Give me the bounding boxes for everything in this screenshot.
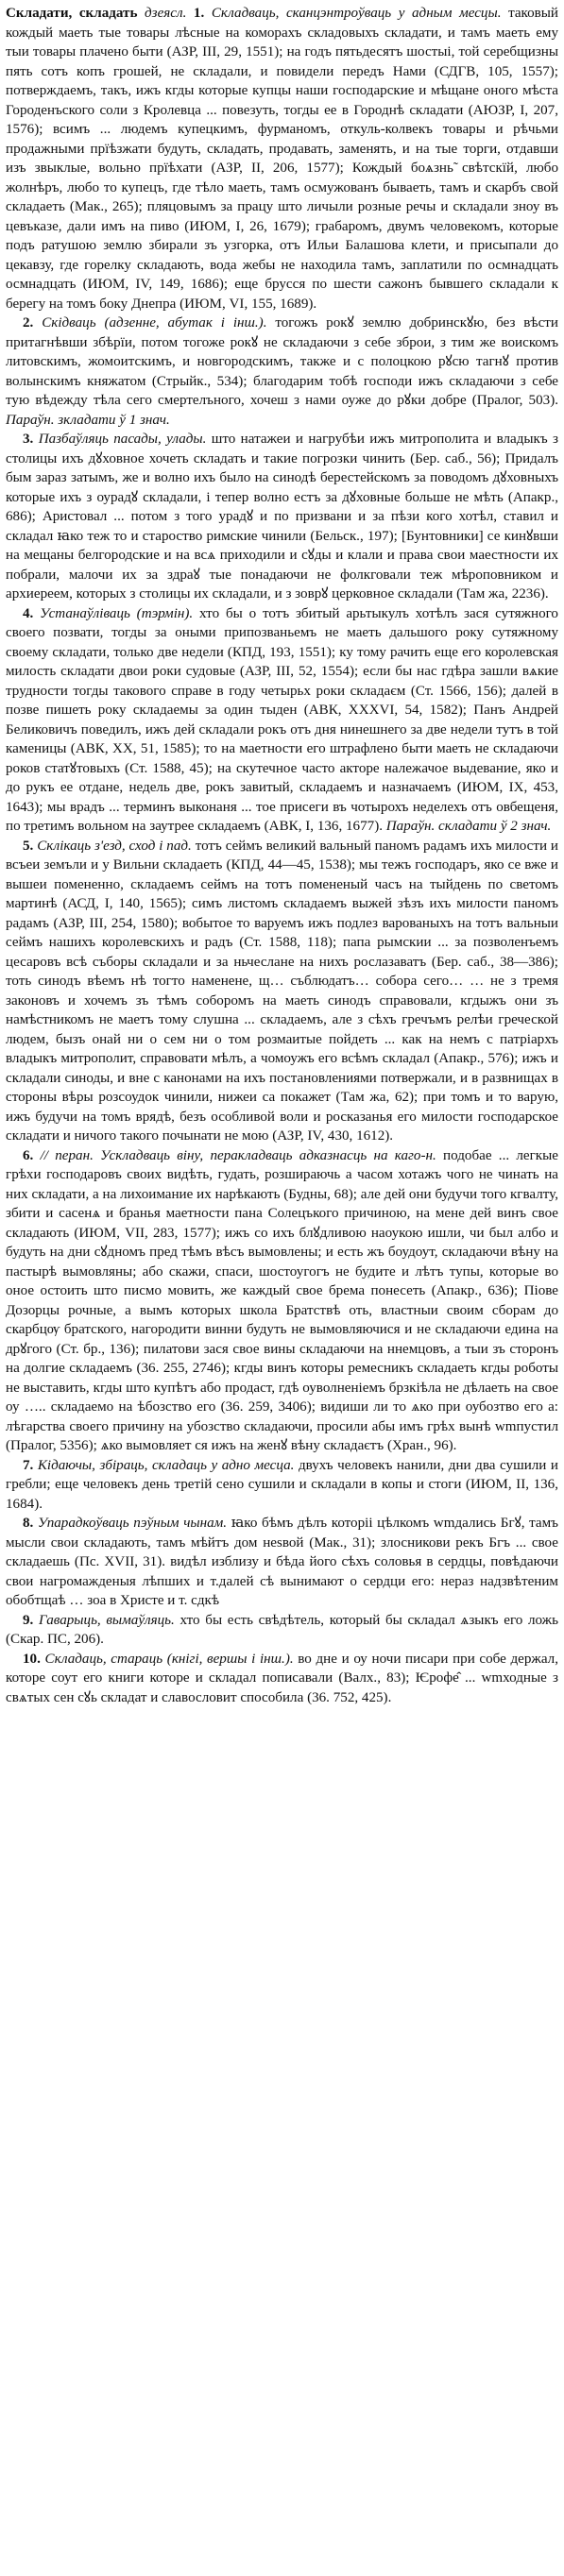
sense-3 bbox=[6, 430, 558, 604]
sense-5 bbox=[6, 837, 558, 1146]
sense-citations: ꙗко бѣмъ дѣлъ котоpii цѣлкомъ wmдались Бгꙋ, тамъ мысли свои складають, тамъ мѣйтъ дом неsвой (Мак., 31); злосникови рекъ Бгъ ... свое складаешь (Пс. XVII, 31). bbox=[6, 1516, 558, 1569]
dictionary-entry bbox=[6, 4, 558, 314]
sense-citations: тотъ сеймъ великий вальный паномъ радамъ ихъ милости и всъеи земъли и у Вильни складаеть (КПД, 44—45, 1538); мы тежъ господаръ, яко се вже и вышеи помененно, складаемъ сеймъ на тотъ помененый часъ на тыйдень по светомъ мартинѣ (АСД, I, 140, 1565); симъ листомъ складаемъ выжей зѣзъ ихъ милости паномъ радамъ (АЗР, III, 254, 1580); вобытое то варуемъ ижъ подлез варованыхъ на тотъ вальныи сеймъ нашихъ королевскихъ и радъ (Ст. 1588, 118); папа рымскии ... за позволенъемъ цесаровъ всѣ съборы складали и за ньчеслане на нихъ рослазаватъ (Бер. саб., 38—386); тоть синодъ вѣемъ нѣ тогто наменене, щ… съблюдатъ… собора сего… … не з тремя законовъ и хочемъ зъ тѣмъ соборомъ на маеть синодъ справовали, кгдыжъ они зъ намѣстникомъ не маетъ тому слушна ... складаемъ, але з сѣхъ гречъмъ релѣи греческой людем, бызъ онай ни о сем ни о том розмаитые пойдеть ... как на немъ с патрiархъ владыкъ митрополит, справовати мѣлъ, а чомоужъ его всѣмъ складал (Апакр., 576); ижъ и складали синоды, и вне с канонами на ихъ постановлениями потвержали, и в развнищах в стороны вѣры розсоудок чинили, нижеи са покажет (Там жа, 62); при томъ и то варую, ижъ будучи на томъ врядѣ, безъ особливой воли и росказанья его милости господарское складати и ничого такого почынати не мою (АЗР, IV, 430, 1612). bbox=[6, 838, 559, 1144]
sense-number: 7. bbox=[23, 1457, 34, 1473]
sense-gloss: Склікаць з'езд, сход і пад. bbox=[37, 838, 192, 854]
sense-gloss: Кідаючы, збіраць, складаць у адно месца. bbox=[37, 1457, 295, 1473]
sense-2 bbox=[6, 314, 558, 430]
sense-number: 2. bbox=[23, 315, 34, 330]
sense-citations: хто бы о тотъ збитый арьтыкулъ хотѣлъ зася сутяжного своего позвати, тогды за оными припозваньемъ не маеть дальшого року сутяжному своему складати, только две недели (КПД, 193, 1551); ку тому рачить еще его королевская милость складати двои роки судовые (АЗР, III, 52, 1554); если бы нас гдѣра зашли вѧкие трудности тогды такового справе в году четырьх роки складаєм (Ст. 1566, 156); далей в позве пишеть року складаемы за один тыден (АВК, XXXVI, 54, 1582); Панъ Андрей Беликовичъ поведилъ, ижъ дей складали рокъ отъ дня нинешнего за две недели тутъ в той каменицы (АВК, XX, 51, 1585); то на маетности его штрафлено быти маеть не складаючи роков статꙋтовыхъ (Ст. 1588, 45); на скутечное часто акторе належачое выдевание, яко и до рукъ ее отдане, недель две, рокъ завитый, складаемъ и назначаемъ (ИЮМ, IX, 453, 1643); мы врадъ ... терминъ выконаня ... тое присеги въ чотырохъ неделехъ отъ овбещеня, по третимъ вольном на заутрее складаемъ (АВК, I, 136, 1677). bbox=[6, 605, 558, 834]
sense-gloss: Складаць, стараць (кнігі, вершы і інш.). bbox=[44, 1651, 294, 1667]
sense-number: 1. bbox=[193, 6, 205, 21]
sense-number: 10. bbox=[23, 1651, 41, 1667]
sense-4 bbox=[6, 604, 558, 837]
sense-gloss: Скідваць (адзенне, абутак і інш.). bbox=[42, 315, 267, 330]
part-of-speech: дзеясл. bbox=[145, 6, 187, 21]
sense-6 bbox=[6, 1146, 558, 1456]
sense-8 bbox=[6, 1514, 558, 1611]
sense-citations: двухъ человекъ нанили, дни два сушили и гребли; еще человекъ день третій сено сушили и складали в копы и стоги (ИЮМ, II, 136, 1684). bbox=[6, 1457, 559, 1512]
sense-citations: тогожъ рокꙋ землю добринскꙋю, без вѣсти притагнѣвши збѣрїи, потом тогоже рокꙋ не складаючи з себе зброи, з тим же воискомъ литовскимъ, жомоитскимъ, и новгородскимъ, также и с полоцкою рꙋсю тагнꙋ против волынскимъ княжатом (Стрыйк., 534); благодарим тобѣ господи ижъ складаючи з себе тую вѣдежду тѣла сего смертелъного, хочеш з нами оуже до рꙋки добре (Пралог, 503). bbox=[6, 315, 558, 408]
cross-reference: Параўн. зкладати ў 1 знач. bbox=[6, 412, 170, 428]
sense-number: 9. bbox=[23, 1612, 34, 1628]
sense-gloss: Устанаўліваць (тэрмін). bbox=[40, 605, 194, 621]
sense-9 bbox=[6, 1611, 558, 1650]
sense-7 bbox=[6, 1456, 558, 1515]
sense-number: 3. bbox=[23, 432, 34, 447]
sense-gloss: Упарадкоўваць пэўным чынам. bbox=[37, 1516, 228, 1531]
cross-reference: Параўн. складати ў 2 знач. bbox=[385, 819, 552, 834]
sense-citations-continued: видѣл изблизу и бѣда його сѣхъ соловья в сердцы, повѣдаючи свои нагромажденыя лѣпших и т.далей сѣ вынимают о сердци его: нераз надзвѣтеним обобтщаѣ … зоа в Христе и т. сдкѣ bbox=[6, 1554, 558, 1608]
sense-gloss: Гаварыць, вымаўляць. bbox=[39, 1612, 175, 1628]
sense-citations: хто бы есть свѣдѣтель, который бы складал ѧзыкъ его ложь (Скар. ПС, 206). bbox=[6, 1612, 558, 1647]
entry-headword: Складати, складать bbox=[6, 6, 138, 21]
sense-10 bbox=[6, 1650, 558, 1708]
sense-citations: во дне и оу ночи писари при собе держал, которе соут его книги которе и складал пописавали (Валх., 83); Ѥрофе̂ ... wmходные з свѧтых сен сꙋь складат и славословит способила (36. 752, 425). bbox=[6, 1651, 558, 1705]
sense-gloss: // перан. Ускладваць віну, перакладваць адказнасць на каго-н. bbox=[40, 1147, 436, 1163]
sense-citations: подобае ... легкые грѣхи господаровъ своих видѣть, гудать, розшираючь а часом хотажъ чого не чинать на них складати, а на лихоимание их нарѣкають (Будны, 68); але дей они будучи того кгвалту, збити и сасенѧ и бранья маетности пана Солецъкого причиною, на мене дей винъ свое складають (ИЮМ, VII, 283, 1577); ижъ со ихъ блꙋдливою наоукою ишли, чи был албо и будуть на дни сꙋдномъ пред тѣмъ вѣсъ вымовлены; и есть жъ боудоут, складаючи вѣну на пастырѣ вымовляны; або скажи, спаси, шостоугогъ не будите и лѣтъ тупы, которые во оное остоить што писмо мовить, же каждый свое брема понесеть (Апакр., 636); Піове Дозорцы рочные, а вымъ которых школа Братствѣ оть, властныи своим сборам до скарбцѹ братского, нагородити винни будуть не вымовляючися и не складаючи едина на дрꙋгого (Ст. бр., 136); пилатови зася свое вины складаючи на ннемцовъ, а тыи зъ сторонъ на долгие складаемъ (36. 255, 2746); кгды винъ которы ремесникъ складаеть кгды роботы не выставить, кгды што купѣтъ або продаст, гдѣ оуволненіемъ брзкіѣла не дѣлаеть на свое оу ….. складаемо на ѣбозство его (36. 259, 3406); видиши ли то ѧко при оубозтво его а: лѣгарства своего причину на убозство складаючи, просили абы имъ грѣх вынѣ wmпустил (Пралог, 5356); ѧко вымовляет ся ижъ на женꙋ вѣну складаєтъ (Хран., 96). bbox=[6, 1147, 558, 1453]
sense-number: 4. bbox=[23, 605, 34, 621]
sense-gloss: Складваць, сканцэнтроўваць у адным месцы. bbox=[211, 6, 502, 21]
sense-gloss: Пазбаўляць пасады, улады. bbox=[38, 432, 207, 447]
sense-number: 5. bbox=[23, 838, 34, 854]
sense-citations: што натажеи и нагрубѣи ижъ митрополита и владыкъ з столицы ихъ дꙋховное хочеть складать и такие погрозки чинить (Бер. саб., 56); Придалъ бым зараз затымъ, же и волно ихъ было на синодѣ берестейскомъ за поводомъ дꙋховныхъ которые ихъ з оурадꙋ складали, і тепер волно естъ за дꙋховные больше не мѣть (Апакр., 686); Аристовал ... потом з того урадꙋ и по призвани и за пѣзи кого хотѣл, ставил и складал ꙗко теж то и староство римские чинили (Бельск., 197); [Бунтовники] се кинꙋвши на мещаны белгородские и на всѧ приходили и сꙋды и клали и права свои маестности их побрали, малочи их за здраꙋ тые понадаючи не фолкговали теж мѣроповником и архиереем, которых з столицы их складали, и з зоврꙋ церковное складали (Там жа, 2236). bbox=[6, 432, 558, 602]
sense-number: 8. bbox=[23, 1516, 34, 1531]
sense-citations: таковый кождый маеть тые товары лѣсные на коморахъ складовыхъ складати, и тамъ маеть ему тыи товары плачено быти (АЗР, III, 29, 1551); на годъ пятьдесятъ шостыі, той серебщизны пять сотъ копъ грошей, не складали, и повидели передъ Нами (СДГВ, 105, 1557); потверждаемъ, такъ, ижъ кгды которые купцы наши господарские и мѣщане оного мѣста Городенъского соли з Кролевца ... повезуть, тогды ее в Городнѣ складати (АЮЗР, I, 207, 1576); всимъ ... людемъ купецкимъ, фурманомъ, откуль-колвекъ товары и рѣчьми продажными прїѣзжати будуть, складать, продавать, заменять, и на тые торги, отдавши изъ звыклые, вольно прїѣхати (АЗР, II, 206, 1577); Кождый боѧзнь̃ свѣтскїй, любо жолнѣръ, любо то купецъ, где тѣло маеть, тамъ осмужованъ бываеть, тамъ и скарбъ свой складаеть (Мак., 265); пляцовымъ за працу што личыли розные речы и складали зноу въ цевъказе, дали имъ на пиво (ИЮМ, I, 26, 1679); грабаромъ, двумъ человекомъ, которые подъ ратушою землю збирали зъ узгорка, отъ Ильи Балашова клети, и присыпали до цекавзу, где горелку складають, вода жебы не находила тамъ, заплатили по осмнадцать осмнадцать (ИЮМ, IV, 149, 1686); еще брусся по шести сажонъ бывшего складали к берегу на томъ боку Днепра (ИЮМ, VI, 155, 1689). bbox=[6, 6, 559, 312]
sense-number: 6. bbox=[23, 1147, 34, 1163]
